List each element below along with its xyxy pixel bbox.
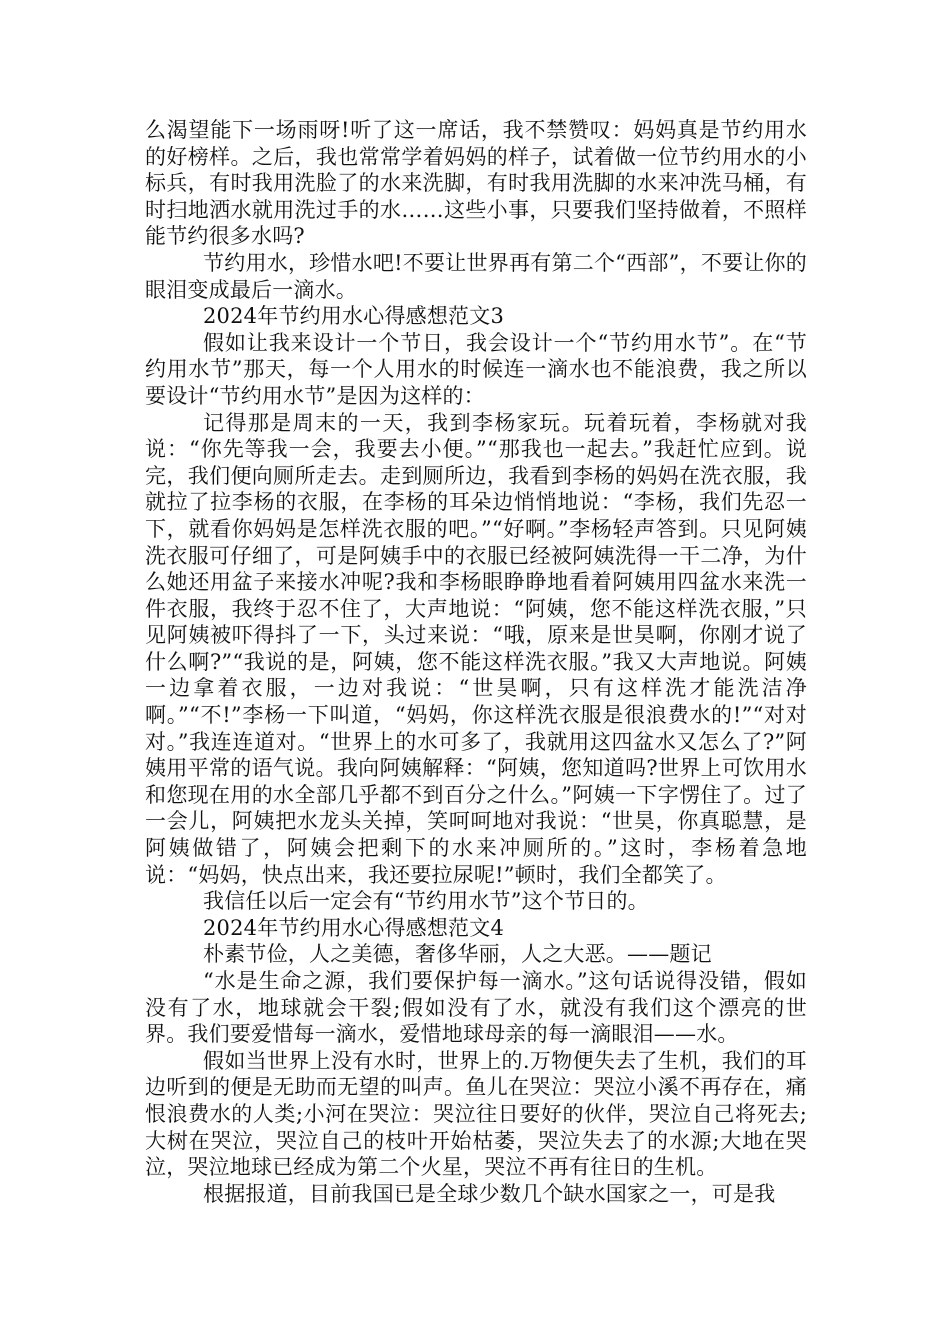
paragraph: 么渴望能下一场雨呀!听了这一席话，我不禁赞叹：妈妈真是节约用水的好榜样。之后，我也常常学着妈妈的样子，试着做一位节约用水的小标兵，有时我用洗脸了的水来洗脚，有时我用洗脚的水来冲洗马桶，有时扫地洒水就用洗过手的水……这些小事，只要我们坚持做着，不照样能节约很多水吗?: [145, 118, 807, 249]
paragraph: 假如当世界上没有水时，世界上的.万物便失去了生机，我们的耳边听到的便是无助而无望的叫声。鱼儿在哭泣：哭泣小溪不再存在，痛恨浪费水的人类;小河在哭泣：哭泣往日要好的伙伴，哭泣自己将死去;大树在哭泣，哭泣自己的枝叶开始枯萎，哭泣失去了的水源;大地在哭泣，哭泣地球已经成为第二个火星，哭泣不再有往日的生机。: [145, 1048, 807, 1180]
paragraph: 根据报道，目前我国已是全球少数几个缺水国家之一，可是我: [203, 1181, 776, 1206]
epigraph: 朴素节俭，人之美德，奢侈华丽，人之大恶。——题记: [203, 942, 712, 967]
section-heading: 2024年节约用水心得感想范文4: [203, 915, 505, 940]
paragraph: 记得那是周末的一天，我到李杨家玩。玩着玩着，李杨就对我说：“你先等我一会，我要去小便。”“那我也一起去。”我赶忙应到。说完，我们便向厕所走去。走到厕所边，我看到李杨的妈妈在洗衣服，我就拉了拉李杨的衣服，在李杨的耳朵边悄悄地说：“李杨，我们先忍一下，就看你妈妈是怎样洗衣服的吧。”“好啊。”李杨轻声答到。只见阿姨洗衣服可仔细了，可是阿姨手中的衣服已经被阿姨洗得一干二净，为什么她还用盆子来接水冲呢?我和李杨眼睁睁地看着阿姨用四盆水来洗一件衣服，我终于忍不住了，大声地说：“阿姨，您不能这样洗衣服，”只见阿姨被吓得抖了一下，头过来说：“哦，原来是世昊啊，你刚才说了什么啊?”“我说的是，阿姨，您不能这样洗衣服。”我又大声地说。阿姨一边拿着衣服，一边对我说：“世昊啊，只有这样洗才能洗洁净啊。”“不!”李杨一下叫道，“妈妈，你这样洗衣服是很浪费水的!”“对对对。”我连连道对。“世界上的水可多了，我就用这四盆水又怎么了?”阿姨用平常的语气说。我向阿姨解释：“阿姨，您知道吗?世界上可饮用水和您现在用的水全部几乎都不到百分之什么。”阿姨一下字愣住了。过了一会儿，阿姨把水龙头关掉，笑呵呵地对我说：“世昊，你真聪慧，是阿姨做错了，阿姨会把剩下的水来冲厕所的。”这时，李杨着急地说：“妈妈，快点出来，我还要拉尿呢!”顿时，我们全都笑了。: [145, 410, 807, 887]
document-body: [145, 117, 807, 1207]
paragraph: “水是生命之源，我们要保护每一滴水。”这句话说得没错，假如没有了水，地球就会干裂;假如没有了水，就没有我们这个漂亮的世界。我们要爱惜每一滴水，爱惜地球母亲的每一滴眼泪——水。: [145, 969, 807, 1047]
paragraph: 我信任以后一定会有“节约用水节”这个节日的。: [203, 889, 649, 914]
section-heading: 2024年节约用水心得感想范文3: [203, 304, 505, 329]
paragraph: 节约用水，珍惜水吧!不要让世界再有第二个“西部”，不要让你的眼泪变成最后一滴水。: [145, 250, 807, 302]
paragraph: 假如让我来设计一个节日，我会设计一个“节约用水节”。在“节约用水节”那天，每一个人用水的时候连一滴水也不能浪费，我之所以要设计“节约用水节”是因为这样的：: [145, 330, 807, 408]
